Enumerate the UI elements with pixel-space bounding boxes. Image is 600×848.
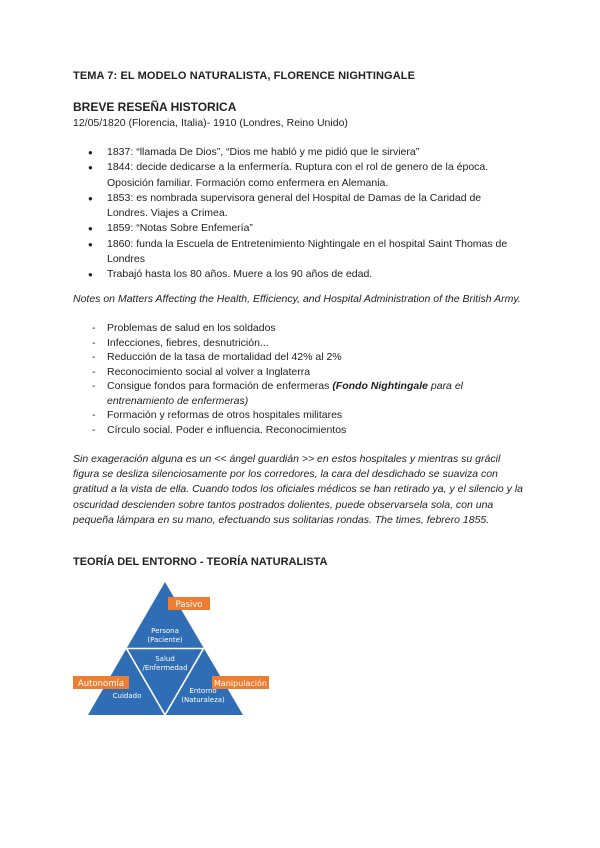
history-bullet-list bbox=[73, 145, 523, 283]
notes-dash-list bbox=[73, 321, 528, 437]
metaparadigm-triangle-diagram bbox=[70, 580, 280, 720]
list-item-text: Consigue fondos para formación de enfermeras bbox=[107, 380, 330, 392]
list-item: - Problemas de salud en los soldados bbox=[73, 321, 528, 336]
node-salud: Salud bbox=[155, 655, 175, 663]
list-item: - Formación y reformas de otros hospitales militares bbox=[73, 408, 528, 423]
tag-manipulacion-label: Manipulación bbox=[214, 679, 267, 688]
node-entorno: Entorno bbox=[189, 687, 217, 695]
page-title: TEMA 7: EL MODELO NATURALISTA, FLORENCE NIGHTINGALE bbox=[73, 70, 416, 82]
node-persona-sub: (Paciente) bbox=[147, 636, 183, 644]
birth-death-dates: 12/05/1820 (Florencia, Italia)- 1910 (Londres, Reino Unido) bbox=[73, 117, 348, 129]
list-item: - Infecciones, fiebres, desnutrición... bbox=[73, 336, 528, 351]
list-item bbox=[73, 379, 528, 408]
node-salud-sub: /Enfermedad bbox=[142, 664, 188, 672]
fondo-nightingale-text: (Fondo Nightingale bbox=[332, 380, 428, 392]
list-item: ● 1853: es nombrada supervisora general del Hospital de Damas de la Caridad de Londres. Viajes a Crimea. bbox=[73, 191, 523, 222]
times-quote: Sin exageración alguna es un << ángel guardián >> en estos hospitales y mientras su grácil figura se desliza silenciosamente por los corredores, la cara del desdichado se suaviza con gratitud a la vista de ella. Cuando todos los oficiales médicos se han retirado ya, y el silencio y la oscuridad descienden sobre tantos postrados dolientes, puede observarsela sola, con una pequeña lámpara en su mano, efectuando sus solitarias rondas. The times, febrero 1855. bbox=[73, 453, 523, 526]
list-item: - Reconocimiento social al volver a Inglaterra bbox=[73, 365, 528, 380]
list-item: ● 1859: “Notas Sobre Enfemería” bbox=[73, 221, 523, 236]
fondo-detail-text: para el entrenamiento de enfermeras) bbox=[107, 380, 463, 407]
list-item: ● 1860: funda la Escuela de Entretenimiento Nightingale en el hospital Saint Thomas de Londres bbox=[73, 237, 523, 268]
node-entorno-sub: (Naturaleza) bbox=[181, 696, 225, 704]
notes-title: Notes on Matters Affecting the Health, Efficiency, and Hospital Administration of the British Army. bbox=[73, 293, 521, 305]
list-item: - Reducción de la tasa de mortalidad del 42% al 2% bbox=[73, 350, 528, 365]
list-item: - Círculo social. Poder e influencia. Reconocimientos bbox=[73, 423, 528, 438]
tag-pasivo-label: Pasivo bbox=[175, 600, 203, 610]
node-cuidado: Cuidado bbox=[112, 692, 142, 700]
list-item: ● Trabajó hasta los 80 años. Muere a los 90 años de edad. bbox=[73, 267, 523, 282]
node-persona: Persona bbox=[151, 627, 179, 635]
section-heading-theory: TEORÍA DEL ENTORNO - TEORÍA NATURALISTA bbox=[73, 556, 328, 568]
list-item: ● 1837: “llamada De Dios”, “Dios me habló y me pidió que le sirviera” bbox=[73, 145, 523, 160]
section-heading-history: BREVE RESEÑA HISTORICA bbox=[73, 100, 237, 114]
tag-autonomia-label: Autonomía bbox=[77, 679, 125, 689]
list-item: ● 1844: decide dedicarse a la enfermería. Ruptura con el rol de genero de la época. Oposición familiar. Formación como enfermera en Alemania. bbox=[73, 160, 523, 191]
